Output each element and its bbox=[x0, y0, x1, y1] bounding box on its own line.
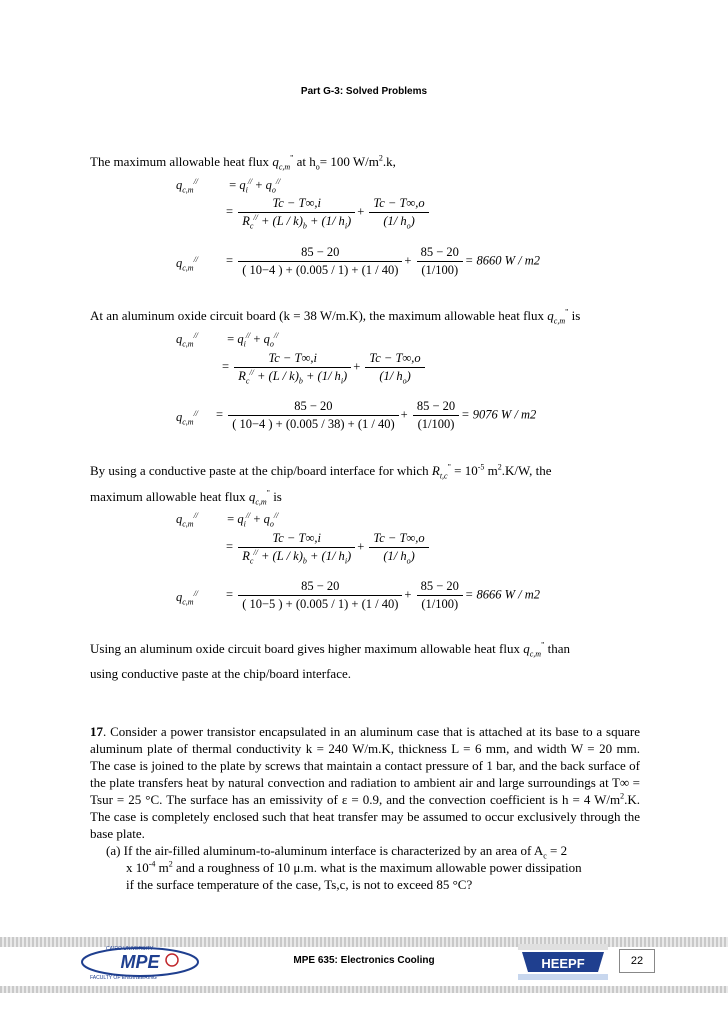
eq2-result-label: $q_{c,m}^{//}$ bbox=[176, 408, 199, 427]
conclusion-line1: Using an aluminum oxide circuit board gives higher maximum allowable heat flux $q_{c,m}^"$ than bbox=[90, 640, 570, 659]
eq3-line1: $q_{c,m}^{//} = q_i^{//} + q_o^{//}$ bbox=[176, 510, 279, 529]
section2-intro: At an aluminum oxide circuit board (k = 38 W/m.K), the maximum allowable heat flux $q_{c,m}^"$ is bbox=[90, 307, 581, 326]
heepf-logo bbox=[518, 944, 608, 982]
problem-17-text: 17. Consider a power transistor encapsulated in an aluminum case that is attached at its base to a square aluminum plate of thermal conductivity k = 240 W/m.K, thickness L = 6 mm, and width W = 20 mm. The case is joined to the plate by screws that maintain a contact pressure of 1 bar, and the back surface of the plate transfers heat by natural convection and radiation to ambient air and large surroundings at T∞ = Tsur = 25 °C. The surface has an emissivity of ε = 0.9, and the convection coefficient is h = 4 $W/m^2.K$. The case is completely enclosed such that heat transfer may be assumed to occur exclusively through the base plate. bbox=[90, 724, 640, 841]
eq3-result-label: $q_{c,m}^{//}$ bbox=[176, 588, 199, 607]
problem-17-item-a-line2: x $10^{-4}$ $m^2$ and a roughness of 10 μ.m. what is the maximum allowable power dissipation bbox=[126, 859, 582, 875]
eq1-line1: $q_{c,m}^{//} = q_i^{//} + q_o^{//}$ bbox=[176, 176, 281, 195]
eq3-result: = $\frac{85 - 20}{( 10-5 ) + (0.005 / 1) + (1 / 40)}$ + $\frac{85 - 20}{(1/100)}$ = 8666 W / m2 bbox=[226, 579, 540, 611]
svg-text:FACULTY OF ENGINEERING: FACULTY OF ENGINEERING bbox=[90, 975, 157, 980]
course-title: MPE 635: Electronics Cooling bbox=[293, 955, 435, 966]
svg-text:CAIRO UNIVERSITY: CAIRO UNIVERSITY bbox=[106, 946, 154, 952]
svg-text:MPE: MPE bbox=[120, 952, 160, 972]
eq2-line2: = $\frac{Tc - T\infty,i}{R_c^{//} + (L / k)_b + (1/ h_i)}$ + $\frac{Tc - T\infty,o}{(1/ h_o)}$ bbox=[222, 351, 427, 384]
section1-intro: The maximum allowable heat flux $q_{c,m}^"$ at $h_o= 100$ $W/m^2.k$, bbox=[90, 153, 396, 172]
page-number: 22 bbox=[619, 949, 655, 973]
eq3-line2: = $\frac{Tc - T\infty,i}{R_c^{//} + (L / k)_b + (1/ h_i)}$ + $\frac{Tc - T\infty,o}{(1/ h_o)}$ bbox=[226, 531, 431, 564]
problem-17-item-a-line1: (a) If the air-filled aluminum-to-aluminum interface is characterized by an area of $A_c = 2$ bbox=[106, 843, 568, 861]
svg-text:HEEPF: HEEPF bbox=[541, 956, 585, 971]
eq1-result: = $\frac{85 - 20}{( 10-4 ) + (0.005 / 1) + (1 / 40)}$ + $\frac{85 - 20}{(1/100)}$ = 8660 W / m2 bbox=[226, 245, 540, 277]
eq1-line2: = $\frac{Tc - T\infty,i}{R_c^{//} + (L / k)_b + (1/ h_i)}$ + $\frac{Tc - T\infty,o}{(1/ h_o)}$ bbox=[226, 196, 431, 229]
problem-17-item-a-line3: if the surface temperature of the case, Ts,c, is not to exceed 85 °C? bbox=[126, 877, 473, 892]
section3-intro-line2: maximum allowable heat flux $q_{c,m}^"$ is bbox=[90, 488, 282, 507]
eq1-result-label: $q_{c,m}^{//}$ bbox=[176, 254, 199, 273]
footer-bottom-band bbox=[0, 986, 728, 993]
page-header: Part G-3: Solved Problems bbox=[300, 86, 428, 97]
section3-intro: By using a conductive paste at the chip/board interface for which $R_{t,c}^" = 10^{-5}$ $m^2.K/W$, the bbox=[90, 462, 552, 481]
eq2-line1: $q_{c,m}^{//} = q_i^{//} + q_o^{//}$ bbox=[176, 330, 279, 349]
conclusion-line2: using conductive paste at the chip/board interface. bbox=[90, 666, 351, 681]
eq2-result: = $\frac{85 - 20}{( 10-4 ) + (0.005 / 38) + (1 / 40)}$ + $\frac{85 - 20}{(1/100)}$ = 9076 W / m2 bbox=[216, 399, 537, 431]
